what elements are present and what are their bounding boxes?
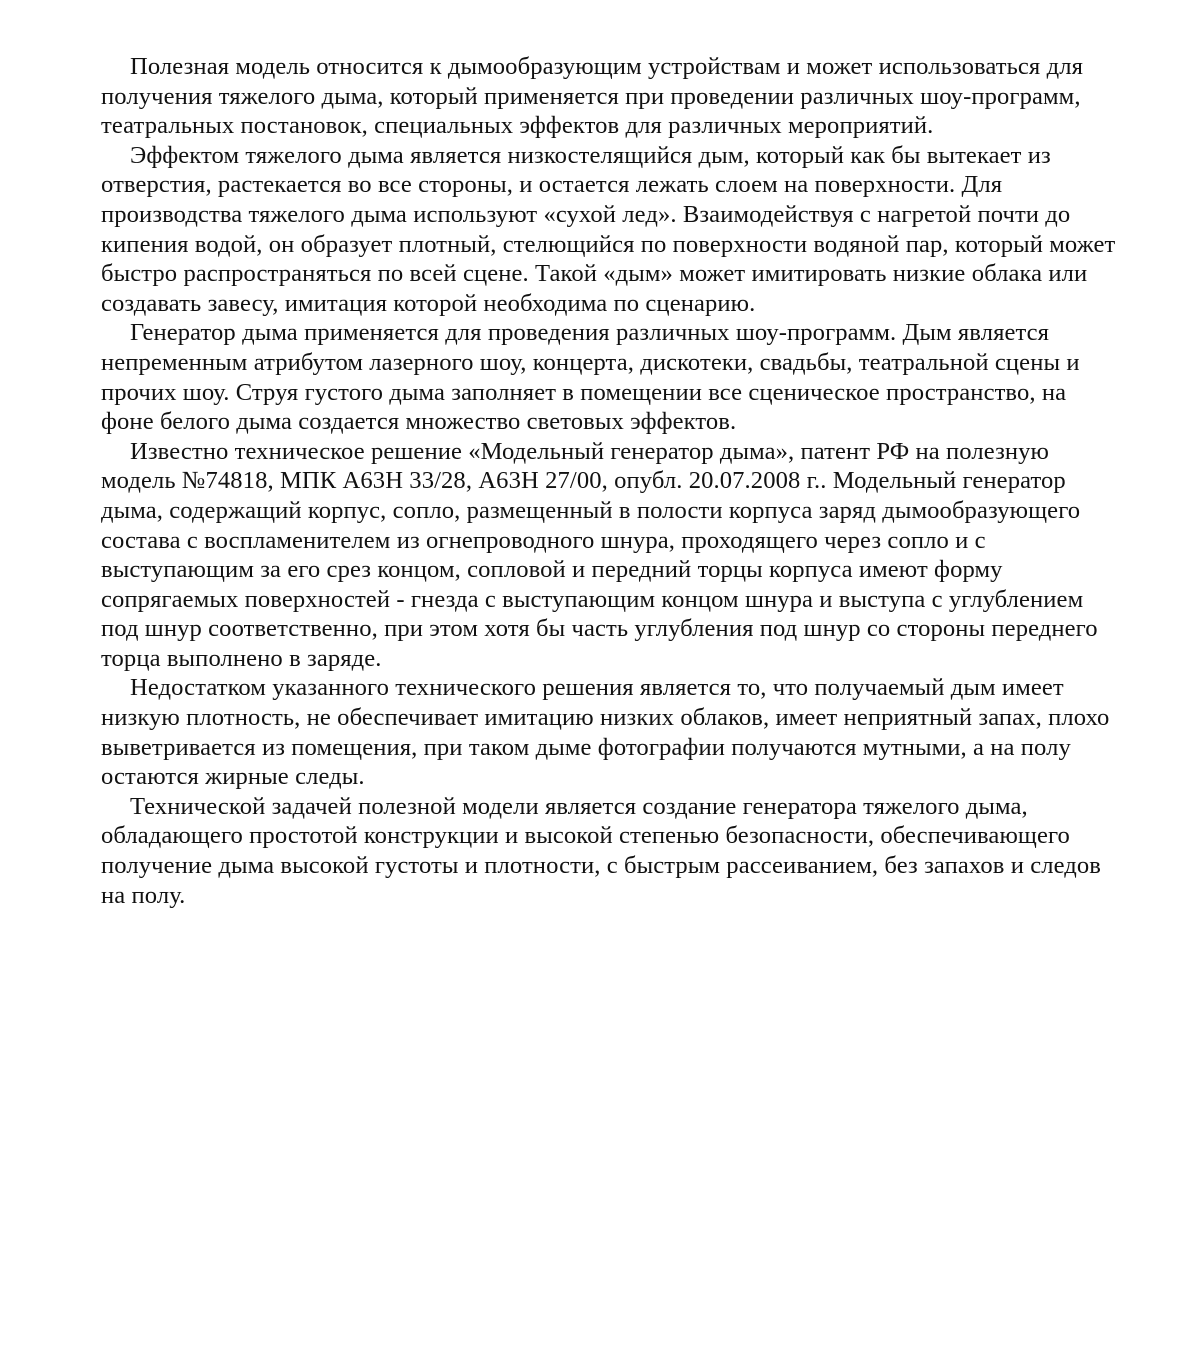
paragraph-heavy-smoke-effect: Эффектом тяжелого дыма является низкостелящийся дым, который как бы вытекает из отверстия, растекается во все стороны, и остается лежать слоем на поверхности. Для производства тяжелого дыма используют «сухой лед». Взаимодействуя с нагретой почти до кипения водой, он образует плотный, стелющийся по поверхности водяной пар, который может быстро распространяться по всей сцене. Такой «дым» может имитировать низкие облака или создавать завесу, имитация которой необходима по сценарию. — [101, 141, 1116, 317]
paragraph-smoke-generator-usage: Генератор дыма применяется для проведения различных шоу-программ. Дым является непременным атрибутом лазерного шоу, концерта, дискотеки, свадьбы, театральной сцены и прочих шоу. Струя густого дыма заполняет в помещении все сценическое пространство, на фоне белого дыма создается множество световых эффектов. — [101, 319, 1080, 436]
paragraph-technical-task: Технической задачей полезной модели является создание генератора тяжелого дыма, обладающего простотой конструкции и высокой степенью безопасности, обеспечивающего получение дыма высокой густоты и плотности, с быстрым рассеиванием, без запахов и следов на полу. — [101, 792, 1102, 909]
paragraph-prior-art-drawbacks: Недостатком указанного технического решения является то, что получаемый дым имеет низкую плотность, не обеспечивает имитацию низких облаков, имеет неприятный запах, плохо выветривается из помещения, при таком дыме фотографии получаются мутными, а на полу остаются жирные следы. — [101, 674, 1110, 791]
paragraph-prior-art: Известно техническое решение «Модельный генератор дыма», патент РФ на полезную модель №74818, МПК А63Н 33/28, А63Н 27/00, опубл. 20.07.2008 г.. Модельный генератор дыма, содержащий корпус, сопло, размещенный в полости корпуса заряд дымообразующего состава с воспламенителем из огнепроводного шнура, проходящего через сопло и с выступающим за его срез концом, сопловой и передний торцы корпуса имеют форму сопрягаемых поверхностей - гнезда с выступающим концом шнура и выступа с углублением под шнур соответственно, при этом хотя бы часть углубления под шнур со стороны переднего торца выполнено в заряде. — [101, 437, 1098, 672]
document-body — [101, 52, 1123, 910]
paragraph-field-of-utility-model: Полезная модель относится к дымообразующим устройствам и может использоваться для получения тяжелого дыма, который применяется при проведении различных шоу-программ, театральных постановок, специальных эффектов для различных мероприятий. — [101, 53, 1083, 140]
